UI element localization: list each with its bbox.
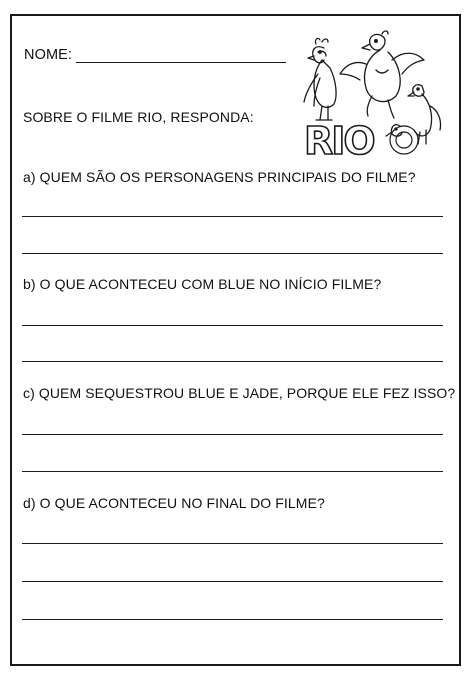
question-c: c) QUEM SEQUESTROU BLUE E JADE, PORQUE ELE FEZ ISSO? bbox=[23, 385, 456, 401]
answer-line-d3[interactable] bbox=[22, 619, 443, 620]
rio-movie-birds-logo-icon bbox=[296, 30, 448, 166]
rio-logo-text: RIO bbox=[304, 119, 374, 163]
name-field[interactable] bbox=[76, 62, 286, 63]
answer-line-a2[interactable] bbox=[22, 253, 443, 254]
answer-line-d2[interactable] bbox=[22, 581, 443, 582]
answer-line-d1[interactable] bbox=[22, 543, 443, 544]
instruction-text: SOBRE O FILME RIO, RESPONDA: bbox=[23, 109, 254, 125]
answer-line-b2[interactable] bbox=[22, 361, 443, 362]
answer-line-b1[interactable] bbox=[22, 325, 443, 326]
name-label: NOME: bbox=[24, 47, 73, 63]
answer-line-c2[interactable] bbox=[22, 471, 443, 472]
answer-line-a1[interactable] bbox=[22, 216, 443, 217]
question-b: b) O QUE ACONTECEU COM BLUE NO INÍCIO FILME? bbox=[23, 276, 382, 292]
question-a: a) QUEM SÃO OS PERSONAGENS PRINCIPAIS DO FILME? bbox=[23, 169, 416, 185]
answer-line-c1[interactable] bbox=[22, 434, 443, 435]
question-d: d) O QUE ACONTECEU NO FINAL DO FILME? bbox=[23, 495, 325, 511]
